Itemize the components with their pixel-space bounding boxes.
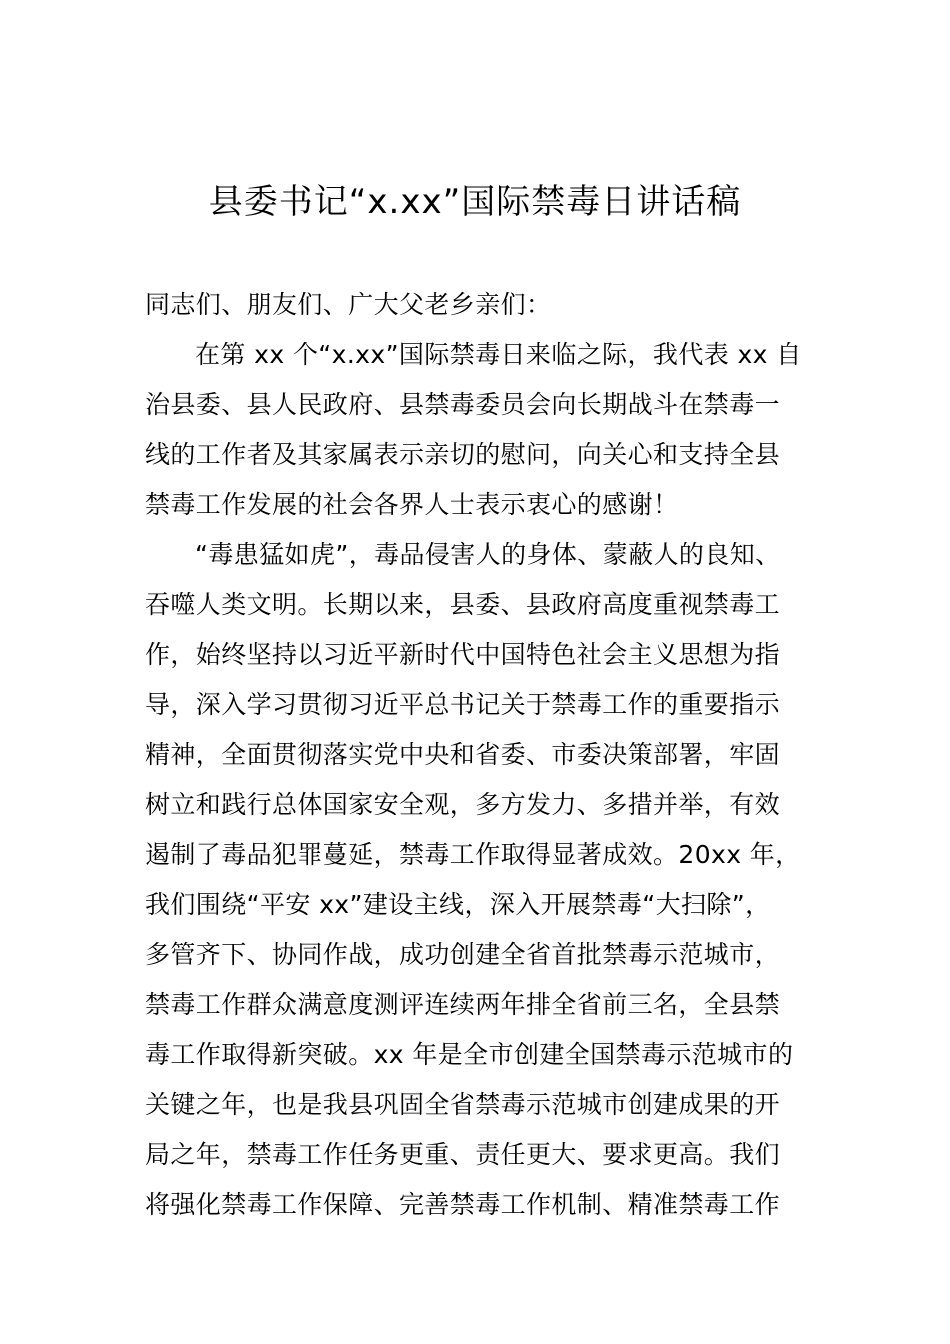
text-line: 吞噬人类文明。长期以来，县委、县政府高度重视禁毒工 (145, 590, 781, 619)
document-body (145, 280, 825, 1230)
text-line: 局之年，禁毒工作任务更重、责任更大、要求更高。我们 (145, 1140, 781, 1169)
text-line: 我们围绕“平安 xx”建设主线，深入开展禁毒“大扫除”， (145, 890, 771, 919)
text-line: 关键之年，也是我县巩固全省禁毒示范城市创建成果的开 (145, 1090, 781, 1119)
text-line: 多管齐下、协同作战，成功创建全省首批禁毒示范城市， (145, 940, 781, 969)
text-line: 导，深入学习贯彻习近平总书记关于禁毒工作的重要指示 (145, 690, 781, 719)
text-line: 树立和践行总体国家安全观，多方发力、多措并举，有效 (145, 790, 781, 819)
salutation-line: 同志们、朋友们、广大父老乡亲们： (145, 290, 552, 319)
document-title: 县委书记“x.xx”国际禁毒日讲话稿 (208, 182, 742, 222)
text-line: 将强化禁毒工作保障、完善禁毒工作机制、精准禁毒工作 (145, 1190, 781, 1219)
text-line: “毒患猛如虎”，毒品侵害人的身体、蒙蔽人的良知、 (195, 540, 781, 569)
text-line: 禁毒工作发展的社会各界人士表示衷心的感谢！ (145, 490, 679, 519)
text-line: 毒工作取得新突破。xx 年是全市创建全国禁毒示范城市的 (145, 1040, 794, 1069)
text-line: 线的工作者及其家属表示亲切的慰问，向关心和支持全县 (145, 440, 781, 469)
text-line: 作，始终坚持以习近平新时代中国特色社会主义思想为指 (145, 640, 781, 669)
text-line: 遏制了毒品犯罪蔓延，禁毒工作取得显著成效。20xx 年， (145, 840, 801, 869)
text-line: 在第 xx 个“x.xx”国际禁毒日来临之际，我代表 xx 自 (195, 340, 802, 369)
text-line: 禁毒工作群众满意度测评连续两年排全省前三名，全县禁 (145, 990, 781, 1019)
text-line: 治县委、县人民政府、县禁毒委员会向长期战斗在禁毒一 (145, 390, 781, 419)
text-line: 精神，全面贯彻落实党中央和省委、市委决策部署，牢固 (145, 740, 781, 769)
